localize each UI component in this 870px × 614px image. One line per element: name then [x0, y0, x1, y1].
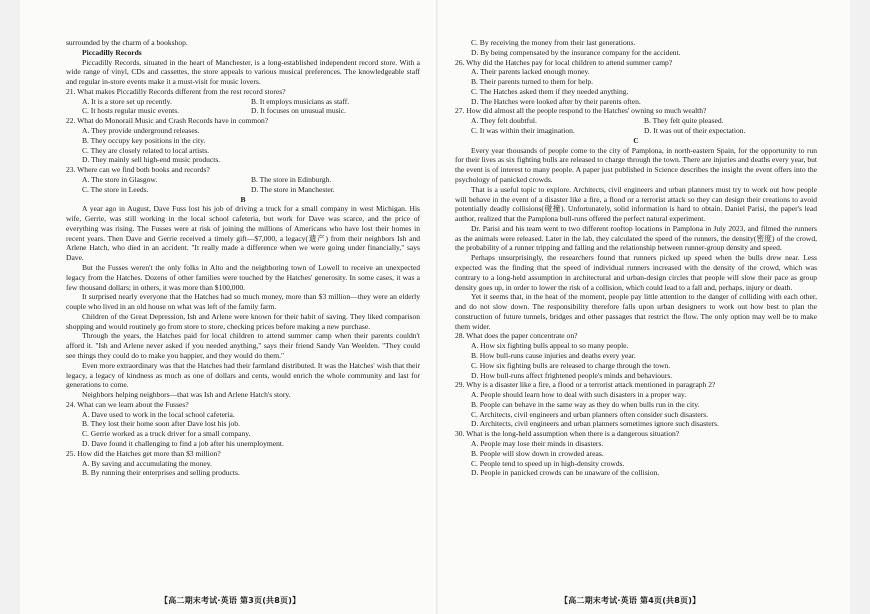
- question-line: 30. What is the long-held assumption when there is a dangerous situation?: [455, 429, 680, 439]
- passage-paragraph: Even more extraordinary was that the Hatches had their farmland distributed. It was the Hatches' wish that their legacy, a legacy of kindness as much as one of dollars and cents, would enrich the whole community and last for generations to come.: [66, 360, 420, 390]
- answer-option: B. They occupy key positions in the city.: [82, 135, 206, 145]
- answer-option: B. How bull-runs cause injuries and deaths every year.: [471, 351, 636, 360]
- question-line: 23. Where can we find both books and records?: [66, 165, 210, 175]
- answer-option: D. It focuses on unusual music.: [251, 106, 346, 116]
- question-line: surrounded by the charm of a bookshop.: [66, 38, 188, 47]
- passage-paragraph: Children of the Great Depression, Ish and Arlene were known for their habit of saving. They liked comparison shopping and would routinely go from store to store, checking prices before making a new purchase.: [66, 311, 420, 331]
- answer-option: D. The store in Manchester.: [251, 184, 335, 194]
- answer-option: B. People will slow down in crowded areas.: [471, 448, 604, 458]
- answer-option: A. How six fighting bulls appeal to so many people.: [471, 341, 629, 351]
- question-line: 28. What does the paper concentrate on?: [455, 331, 578, 341]
- answer-option: B. They felt quite pleased.: [644, 116, 724, 126]
- scan-edge-left: [0, 0, 20, 614]
- answer-option: A. The store in Glasgow.: [82, 174, 158, 184]
- option-pair: [82, 175, 420, 185]
- passage-paragraph: It surprised nearly everyone that the Hatches had so much money, more than $3 million—they were an elderly couple who lived in an old house on what was left of the family farm.: [66, 292, 420, 312]
- answer-option: C. By receiving the money from their last generations.: [471, 38, 636, 47]
- answer-option: C. People tend to speed up in high-density crowds.: [471, 458, 625, 468]
- scan-edge-right: [850, 0, 870, 614]
- passage-label: B: [240, 194, 246, 204]
- passage-paragraph: Perhaps unsurprisingly, the researchers found that runners picked up speed when the bulls drew near. Less expected was the finding that the speed of individual runners increased with the density of the crowd, which was contrary to a long-held assumption in architectural and urban-design circles that people will slow their pace as group density goes up, in order to lower the risk of a collision, which could lead to a fall and, perhaps, injury or death.: [455, 253, 817, 292]
- passage-paragraph: That is a useful topic to explore. Architects, civil engineers and urban planners must try to work out how people will behave in the event of a disaster like a fire, a flood or a terrorist attack so they can design their creations to avoid potentially deadly collisions(碰撞). Unfortunately, solid information is hard to obtain. Daniel Parisi, the paper's lead author, realized that the Pamplona bull-runs offered the perfect natural experiment.: [455, 184, 817, 224]
- answer-option: C. It was within their imagination.: [471, 126, 575, 136]
- answer-option: D. Architects, civil engineers and urban planners sometimes ignore such disasters.: [471, 419, 719, 429]
- passage-paragraph: Through the years, the Hatches paid for local children to attend summer camp when their parents couldn't afford it. "Ish and Arlene never asked if you needed anything," says their friend Sandy Van Weelden. "They could see things they could do to make you happier, and they would do them.": [66, 331, 420, 360]
- page-3-footer: 【高二期末考试·英语 第3页(共8页)】: [160, 596, 301, 605]
- option-pair: [471, 126, 817, 136]
- question-line: 22. What do Monorail Music and Crash Records have in common?: [66, 116, 269, 126]
- answer-option: D. It was out of their expectation.: [644, 126, 746, 136]
- passage-paragraph: But the Fusses weren't the only folks in Alto and the neighboring town of Lowell to receive an unexpected legacy from the Hatches. Dozens of other families were touched by the Hatches' generosity. In some cases, it was a few thousand dollars; in others, it was more than $100,000.: [66, 262, 420, 292]
- answer-option: A. People should learn how to deal with such disasters in a proper way.: [471, 390, 687, 400]
- answer-option: D. People in panicked crowds can be unaware of the collision.: [471, 468, 660, 478]
- answer-option: D. They mainly sell high-end music products.: [82, 155, 221, 165]
- answer-option: C. They are closely related to local artists.: [82, 145, 210, 155]
- answer-option: A. Their parents lacked enough money.: [471, 67, 590, 77]
- passage-paragraph: A year ago in August, Dave Fuss lost his job of driving a truck for a small company in west Michigan. His wife, Gerrie, was still working in the local school cafeteria, but work for Dave was scarce, and the price of everything was rising. The Fusses were at risk of joining the millions of Americans who have lost their homes in recent years. Then Dave and Gerrie received a timely gift—$7,000, a legacy(遗产) from their neighbors Ish and Arlene Hatch, who died in an accident. "It really made a difference when we were going under financially," says Dave.: [66, 204, 420, 263]
- answer-option: A. They provide underground releases.: [82, 126, 200, 136]
- question-line: 21. What makes Piccadilly Records different from the rest record stores?: [66, 86, 286, 96]
- passage-paragraph: Yet it seems that, in the heat of the moment, people pay little attention to the danger of colliding with each other, and do not slow down. The responsibility therefore falls upon urban designers to work out how best to plan the construction of future tunnels, bridges and other passages that restrict the flow. The only option may well be to make them wider.: [455, 292, 817, 331]
- answer-option: C. How six fighting bulls are released to charge through the town.: [471, 360, 671, 370]
- page-4-footer: 【高二期末考试·英语 第4页(共8页)】: [560, 596, 701, 605]
- answer-option: C. The Hatches asked them if they needed anything.: [471, 86, 629, 96]
- answer-option: C. Gerrie worked as a truck driver for a small company.: [82, 429, 251, 439]
- answer-option: A. Dave used to work in the local school cafeteria.: [82, 409, 235, 419]
- passage-paragraph: Every year thousands of people come to the city of Pamplona, in north-eastern Spain, for the opportunity to run for their lives as six fighting bulls are released to charge through the town. There are injuries and deaths every year, but the event is of interest to many people. A paper just published in Science describes the insight the event offers into the psychology of panicked crowds.: [455, 145, 817, 184]
- question-line: 25. How did the Hatches get more than $3 million?: [66, 448, 221, 458]
- option-pair: [82, 185, 420, 195]
- answer-option: B. Their parents turned to them for help.: [471, 77, 594, 87]
- passage-paragraph: Neighbors helping neighbors—that was Ish and Arlene Hatch's story.: [82, 390, 291, 400]
- question-line: 27. How did almost all the people respond to the Hatches' owning so much wealth?: [455, 106, 707, 116]
- answer-option: B. It employs musicians as staff.: [251, 96, 350, 106]
- passage-paragraph: Dr. Parisi and his team went to two different rooftop locations in Pamplona in July 2023, and filmed the runners as the animals were released. Later in the lab, they calculated the speed of the runners, the density(密度) of the crowd, the probability of a runner tripping and falling and the relationship between runner-group density and speed.: [455, 223, 817, 253]
- answer-option: A. By saving and accumulating the money.: [82, 458, 212, 468]
- answer-option: A. They felt doubtful.: [471, 116, 537, 126]
- page-fold: [436, 0, 438, 614]
- answer-option: B. They lost their home soon after Dave lost his job.: [82, 419, 240, 429]
- page-3-column: [66, 38, 420, 478]
- question-line: 26. Why did the Hatches pay for local children to attend summer camp?: [455, 57, 673, 67]
- answer-option: C. It hosts regular music events.: [82, 106, 180, 116]
- page-4-column: [455, 38, 817, 478]
- answer-option: A. People may lose their minds in disasters.: [471, 439, 604, 449]
- question-line: 24. What can we learn about the Fusses?: [66, 399, 189, 409]
- answer-option: C. Architects, civil engineers and urban planners often consider such disasters.: [471, 409, 709, 419]
- option-pair: [471, 116, 817, 126]
- option-pair: [82, 97, 420, 107]
- question-line: 29. Why is a disaster like a fire, a flood or a terrorist attack mentioned in paragraph 2?: [455, 380, 716, 390]
- passage-paragraph: Piccadilly Records, situated in the heart of Manchester, is a long-established independent record store. With a wide range of vinyl, CDs and cassettes, the store appeals to various musical preferences. The knowledgeable staff and regular in-store events make it a must-visit for music lovers.: [66, 57, 420, 87]
- answer-option: D. By being compensated by the insurance company for the accident.: [471, 47, 681, 57]
- answer-option: D. How bull-runs affect frightened people's minds and behaviours.: [471, 370, 673, 380]
- answer-option: D. The Hatches were looked after by their parents often.: [471, 96, 641, 106]
- passage-label: C: [633, 135, 639, 145]
- answer-option: A. It is a store set up recently.: [82, 96, 172, 106]
- answer-option: C. The store in Leeds.: [82, 184, 149, 194]
- answer-option: B. By running their enterprises and selling products.: [82, 468, 240, 478]
- answer-option: D. Dave found it challenging to find a job after his unemployment.: [82, 439, 284, 449]
- option-pair: [82, 106, 420, 116]
- answer-option: B. The store in Edinburgh.: [251, 174, 332, 184]
- answer-option: B. People can behave in the same way as they do when bulls run in the city.: [471, 399, 700, 409]
- section-heading: Piccadilly Records: [82, 47, 142, 57]
